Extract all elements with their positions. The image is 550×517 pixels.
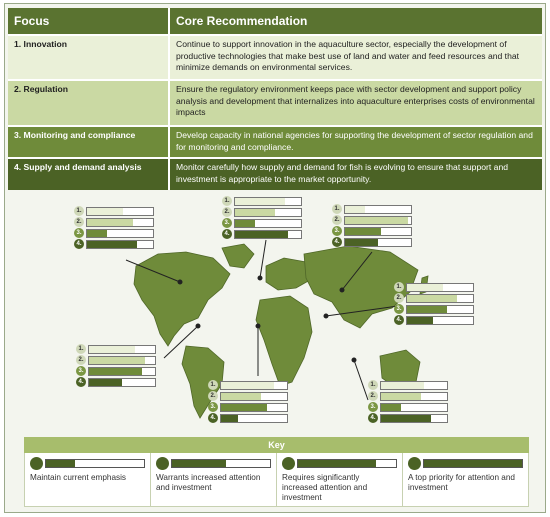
table-row (8, 157, 542, 190)
priority-row (222, 196, 302, 206)
key-label: Maintain current emphasis (30, 473, 127, 482)
key-label: A top priority for attention and investment (408, 473, 515, 492)
priority-bar (86, 207, 154, 216)
leader-dot (196, 324, 200, 328)
priority-bar-fill (345, 228, 381, 235)
priority-bar (88, 345, 156, 354)
key-bar (45, 459, 145, 468)
table-row (8, 125, 542, 157)
priority-bar-fill (89, 379, 122, 386)
priority-number-icon: 1. (74, 206, 84, 216)
priority-bar-fill (235, 198, 285, 205)
priority-row (368, 391, 448, 401)
region-panel (208, 380, 288, 424)
priority-number-icon: 1. (332, 204, 342, 214)
priority-bar-fill (381, 404, 401, 411)
priority-bar-fill (235, 231, 288, 238)
priority-number-icon: 4. (332, 237, 342, 247)
priority-number-icon: 1. (394, 282, 404, 292)
focus-cell: 3. Monitoring and compliance (8, 127, 170, 157)
priority-number-icon: 3. (394, 304, 404, 314)
priority-number-icon: 2. (76, 355, 86, 365)
priority-bar (344, 216, 412, 225)
priority-bar-fill (221, 415, 238, 422)
priority-number-icon: 3. (208, 402, 218, 412)
key-bar (297, 459, 397, 468)
priority-number-icon: 1. (368, 380, 378, 390)
priority-bar (86, 218, 154, 227)
priority-number-icon: 4. (368, 413, 378, 423)
priority-bar-fill (221, 382, 274, 389)
priority-bar-fill (87, 241, 137, 248)
europe-shape (266, 258, 310, 290)
priority-row (368, 402, 448, 412)
priority-number-icon: 4. (76, 377, 86, 387)
priority-number-icon: 3. (222, 218, 232, 228)
focus-cell: 2. Regulation (8, 81, 170, 125)
priority-bar-fill (407, 317, 433, 324)
priority-number-icon: 2. (74, 217, 84, 227)
priority-number-icon: 3. (76, 366, 86, 376)
key-bar-fill (298, 460, 376, 467)
priority-number-icon: 3. (368, 402, 378, 412)
greenland-shape (222, 244, 254, 268)
table-header (8, 8, 542, 34)
priority-row (332, 237, 412, 247)
priority-number-icon: 2. (208, 391, 218, 401)
priority-row (208, 413, 288, 423)
priority-number-icon: 1. (76, 344, 86, 354)
priority-number-icon: 3. (74, 228, 84, 238)
region-panel (76, 344, 156, 388)
priority-number-icon: 4. (222, 229, 232, 239)
leader-dot (256, 324, 260, 328)
recommendation-cell: Ensure the regulatory environment keeps pace with sector development and support policy analysis and development that internalizes into aquaculture enterprises costs of environmental impacts (176, 84, 535, 117)
priority-bar (88, 367, 156, 376)
priority-bar (220, 414, 288, 423)
priority-number-icon: 2. (394, 293, 404, 303)
priority-bar-fill (407, 306, 447, 313)
world-map-section (8, 196, 542, 436)
priority-bar (88, 356, 156, 365)
priority-bar-fill (221, 393, 261, 400)
priority-bar-fill (381, 415, 431, 422)
priority-row (76, 366, 156, 376)
priority-number-icon: 2. (332, 215, 342, 225)
region-panel (222, 196, 302, 240)
region-panel (394, 282, 474, 326)
priority-number-icon: 2. (368, 391, 378, 401)
priority-row (394, 293, 474, 303)
priority-row (394, 282, 474, 292)
key-dot-icon (408, 457, 421, 470)
priority-row (74, 228, 154, 238)
focus-cell: 4. Supply and demand analysis (8, 159, 170, 190)
key-dot-icon (30, 457, 43, 470)
priority-bar (234, 208, 302, 217)
priority-row (76, 344, 156, 354)
priority-bar-fill (235, 209, 275, 216)
priority-bar (344, 205, 412, 214)
leader-dot (352, 358, 356, 362)
priority-bar (220, 392, 288, 401)
key-dot-icon (156, 457, 169, 470)
priority-bar-fill (221, 404, 267, 411)
priority-bar (380, 414, 448, 423)
key-label: Requires significantly increased attention and investment (282, 473, 368, 502)
key-item (403, 453, 529, 507)
priority-number-icon: 1. (222, 196, 232, 206)
priority-bar (406, 305, 474, 314)
priority-bar (406, 316, 474, 325)
priority-row (368, 380, 448, 390)
priority-row (74, 239, 154, 249)
priority-row (332, 204, 412, 214)
key-bar-fill (172, 460, 226, 467)
north-america-shape (134, 252, 230, 346)
key-item (24, 453, 151, 507)
leader-dot (258, 276, 262, 280)
priority-number-icon: 4. (208, 413, 218, 423)
priority-number-icon: 4. (74, 239, 84, 249)
priority-bar-fill (345, 206, 365, 213)
recommendation-cell: Develop capacity in national agencies for supporting the development of sector regulation and for monitoring and compliance. (176, 130, 533, 152)
priority-bar-fill (89, 357, 145, 364)
region-panel (332, 204, 412, 248)
priority-bar-fill (345, 217, 408, 224)
region-panel (74, 206, 154, 250)
priority-bar (220, 403, 288, 412)
africa-shape (256, 296, 312, 386)
key-legend (24, 437, 529, 507)
leader-line (260, 240, 266, 278)
key-item (151, 453, 277, 507)
leader-dot (178, 280, 182, 284)
key-label: Warrants increased attention and investment (156, 473, 261, 492)
priority-row (74, 206, 154, 216)
priority-bar-fill (381, 393, 421, 400)
priority-number-icon: 4. (394, 315, 404, 325)
priority-row (332, 215, 412, 225)
key-item (277, 453, 403, 507)
priority-bar (344, 227, 412, 236)
priority-bar-fill (87, 230, 107, 237)
key-title: Key (24, 437, 529, 453)
priority-bar-fill (381, 382, 424, 389)
recommendation-cell: Monitor carefully how supply and demand for fish is evolving to ensure that support and investment is appropriate to the market opportunity. (176, 162, 509, 184)
priority-bar-fill (235, 220, 255, 227)
recommendations-table (8, 8, 542, 190)
priority-bar (344, 238, 412, 247)
priority-row (332, 226, 412, 236)
priority-bar (88, 378, 156, 387)
table-row (8, 79, 542, 125)
priority-bar (234, 197, 302, 206)
priority-bar-fill (89, 368, 142, 375)
priority-bar-fill (407, 295, 457, 302)
priority-bar (86, 240, 154, 249)
region-panel (368, 380, 448, 424)
priority-row (208, 391, 288, 401)
priority-bar (406, 294, 474, 303)
priority-bar (380, 403, 448, 412)
priority-row (394, 315, 474, 325)
priority-bar (380, 392, 448, 401)
priority-bar (86, 229, 154, 238)
focus-header: Focus (8, 8, 170, 34)
priority-bar (234, 219, 302, 228)
priority-row (368, 413, 448, 423)
priority-bar (380, 381, 448, 390)
priority-bar-fill (89, 346, 135, 353)
priority-bar-fill (407, 284, 443, 291)
leader-dot (324, 314, 328, 318)
priority-bar-fill (87, 219, 133, 226)
key-bar (423, 459, 523, 468)
priority-row (76, 355, 156, 365)
priority-row (208, 380, 288, 390)
recommendation-cell: Continue to support innovation in the aquaculture sector, especially the development of productive technologies that make best use of land and water and feed resources and that minimize demands on environmental services. (176, 39, 520, 72)
priority-row (222, 218, 302, 228)
focus-cell: 1. Innovation (8, 36, 170, 79)
key-dot-icon (282, 457, 295, 470)
priority-bar (406, 283, 474, 292)
leader-dot (340, 288, 344, 292)
priority-row (208, 402, 288, 412)
priority-bar (220, 381, 288, 390)
priority-bar (234, 230, 302, 239)
priority-row (76, 377, 156, 387)
leader-line (354, 360, 368, 400)
recommendation-header: Core Recommendation (176, 14, 308, 28)
priority-bar-fill (345, 239, 378, 246)
priority-bar-fill (87, 208, 123, 215)
priority-number-icon: 1. (208, 380, 218, 390)
key-bar-fill (46, 460, 75, 467)
key-bar (171, 459, 271, 468)
priority-number-icon: 3. (332, 226, 342, 236)
key-bar-fill (424, 460, 522, 467)
priority-row (394, 304, 474, 314)
priority-row (74, 217, 154, 227)
priority-row (222, 207, 302, 217)
priority-number-icon: 2. (222, 207, 232, 217)
priority-row (222, 229, 302, 239)
table-row (8, 34, 542, 79)
